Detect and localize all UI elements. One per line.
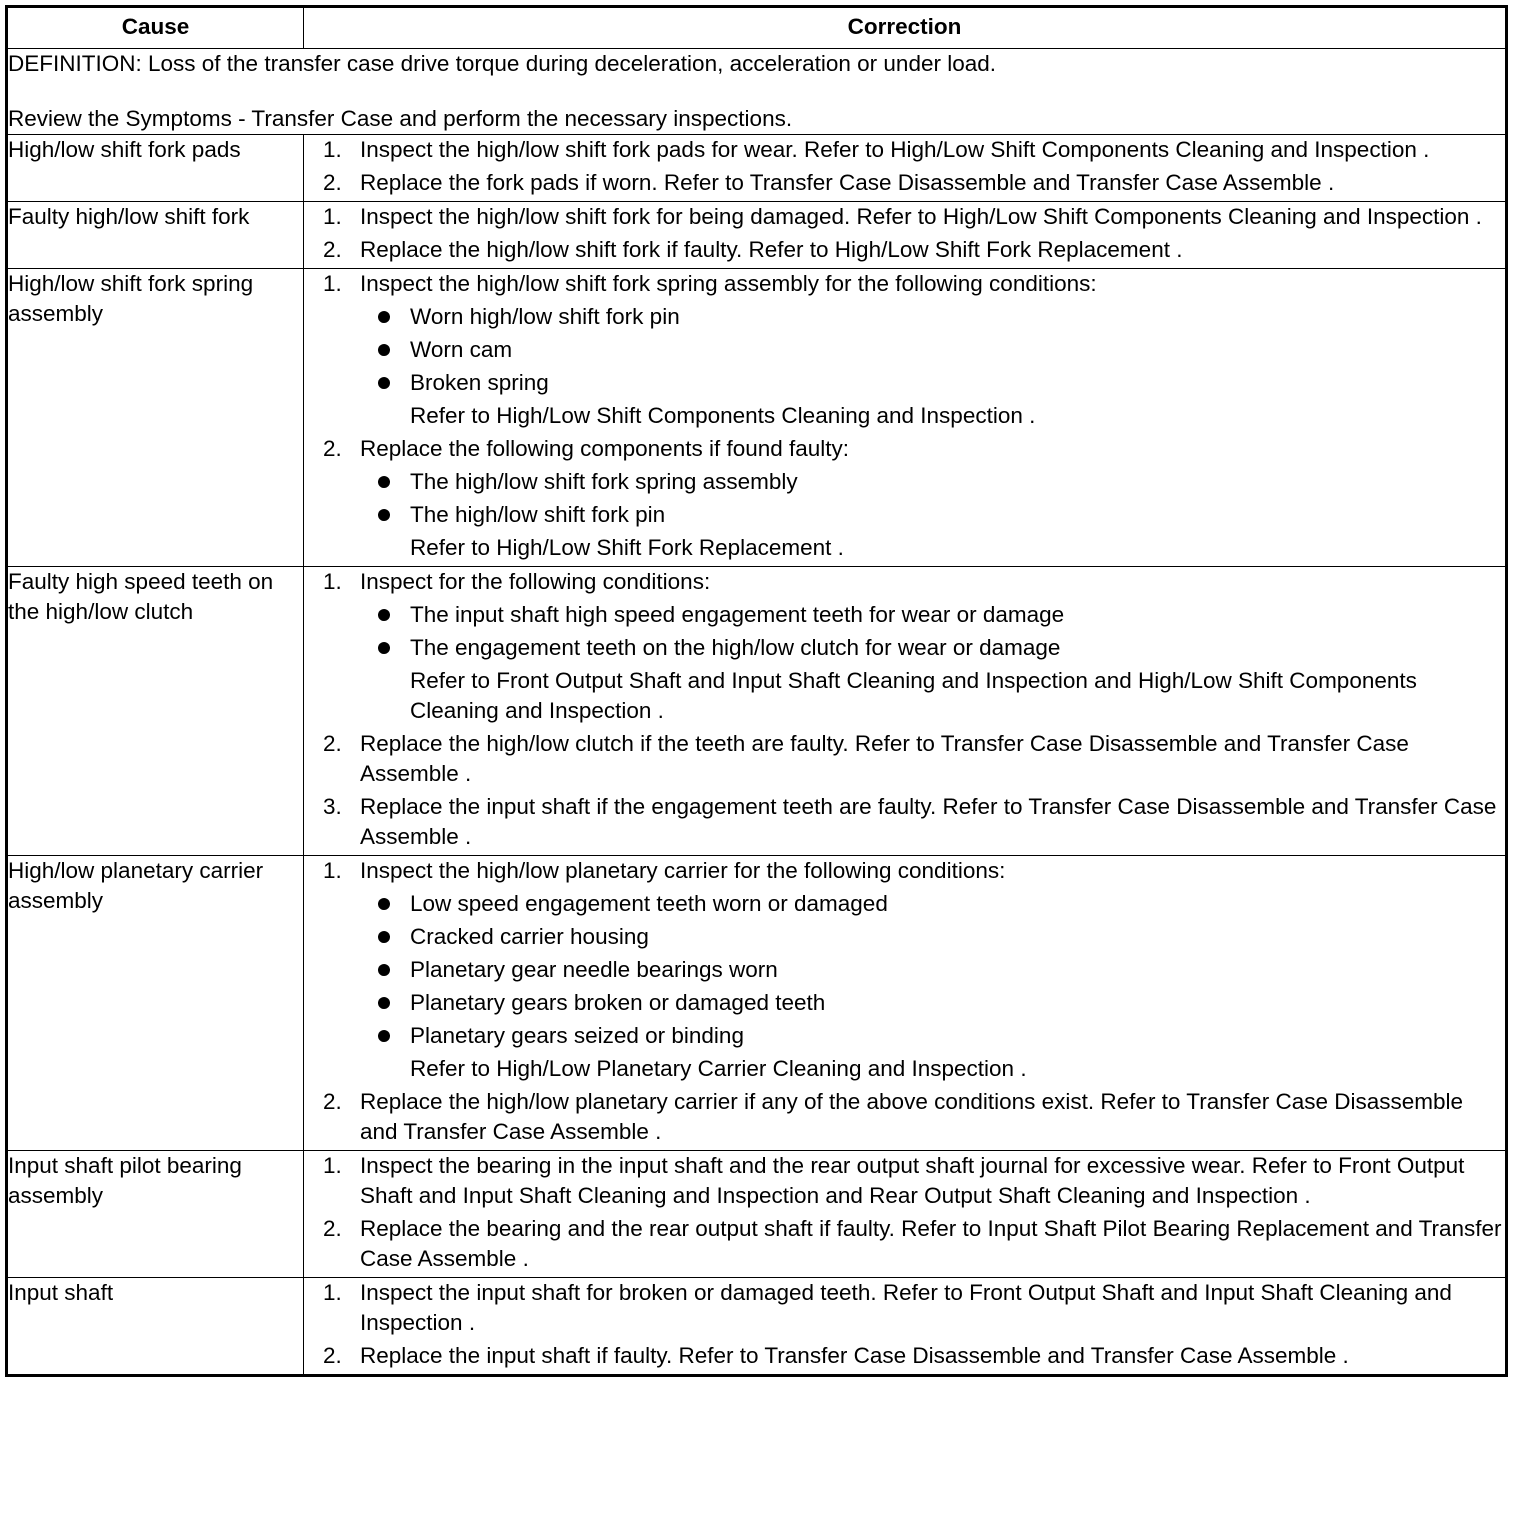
- correction-step: [360, 434, 1505, 563]
- review-symptoms-text: Review the Symptoms - Transfer Case and perform the necessary inspections.: [8, 106, 793, 131]
- step-text: Inspect for the following conditions:: [360, 569, 711, 594]
- correction-steps: [304, 202, 1505, 265]
- table-row: [7, 269, 1507, 567]
- step-text: Replace the input shaft if faulty. Refer to Transfer Case Disassemble and Transfer Case Assemble .: [360, 1343, 1349, 1368]
- step-text: Replace the high/low shift fork if faulty. Refer to High/Low Shift Fork Replacement .: [360, 237, 1183, 262]
- correction-cell: [304, 269, 1507, 567]
- table-row: [7, 567, 1507, 856]
- condition-item: Low speed engagement teeth worn or damaged: [410, 889, 1505, 919]
- reference-text: Refer to High/Low Shift Components Cleaning and Inspection .: [410, 403, 1036, 428]
- definition-text: DEFINITION: Loss of the transfer case drive torque during deceleration, acceleration or under load.: [8, 51, 997, 76]
- condition-list: [360, 467, 1505, 530]
- correction-step: [360, 729, 1505, 789]
- correction-steps: [304, 856, 1505, 1147]
- correction-steps: [304, 269, 1505, 563]
- correction-step: [360, 792, 1505, 852]
- table-row: [7, 856, 1507, 1151]
- reference-text: Refer to High/Low Planetary Carrier Cleaning and Inspection .: [410, 1056, 1027, 1081]
- correction-step: [360, 235, 1505, 265]
- condition-item: The input shaft high speed engagement teeth for wear or damage: [410, 600, 1505, 630]
- cause-header: Cause: [7, 7, 304, 49]
- correction-step: [360, 1151, 1505, 1211]
- cause-cell: High/low shift fork spring assembly: [7, 269, 304, 567]
- table-row: [7, 135, 1507, 202]
- cause-cell: Faulty high speed teeth on the high/low clutch: [7, 567, 304, 856]
- condition-item: The high/low shift fork pin: [410, 500, 1505, 530]
- diagnostic-table: [5, 5, 1508, 1377]
- correction-step: [360, 202, 1505, 232]
- step-text: Inspect the input shaft for broken or damaged teeth. Refer to Front Output Shaft and Input Shaft Cleaning and Inspection .: [360, 1280, 1452, 1335]
- correction-step: [360, 1341, 1505, 1371]
- step-text: Inspect the bearing in the input shaft and the rear output shaft journal for excessive wear. Refer to Front Output Shaft and Input Shaft Cleaning and Inspection and Rear Output Shaft Cleaning and Inspection .: [360, 1153, 1465, 1208]
- step-text: Replace the bearing and the rear output shaft if faulty. Refer to Input Shaft Pilot Bearing Replacement and Transfer Case Assemble .: [360, 1216, 1502, 1271]
- definition-cell: [7, 49, 1507, 135]
- condition-item: Planetary gear needle bearings worn: [410, 955, 1505, 985]
- table-row: [7, 202, 1507, 269]
- step-text: Replace the high/low planetary carrier if any of the above conditions exist. Refer to Transfer Case Disassemble and Transfer Case Assemble .: [360, 1089, 1464, 1144]
- correction-cell: [304, 856, 1507, 1151]
- cause-cell: Input shaft: [7, 1278, 304, 1376]
- table-row: [7, 1278, 1507, 1376]
- correction-steps: [304, 135, 1505, 198]
- reference-text: Refer to High/Low Shift Fork Replacement .: [410, 535, 844, 560]
- correction-cell: [304, 1278, 1507, 1376]
- definition-row: [7, 49, 1507, 135]
- header-row: [7, 7, 1507, 49]
- correction-step: [360, 168, 1505, 198]
- condition-list: [360, 600, 1505, 663]
- correction-step: [360, 856, 1505, 1084]
- condition-item: Cracked carrier housing: [410, 922, 1505, 952]
- correction-step: [360, 1087, 1505, 1147]
- correction-step: [360, 269, 1505, 431]
- condition-item: The high/low shift fork spring assembly: [410, 467, 1505, 497]
- cause-cell: High/low planetary carrier assembly: [7, 856, 304, 1151]
- correction-step: [360, 567, 1505, 726]
- condition-item: Worn cam: [410, 335, 1505, 365]
- step-text: Inspect the high/low planetary carrier for the following conditions:: [360, 858, 1006, 883]
- condition-item: Planetary gears seized or binding: [410, 1021, 1505, 1051]
- cause-cell: Input shaft pilot bearing assembly: [7, 1151, 304, 1278]
- correction-steps: [304, 567, 1505, 852]
- correction-step: [360, 1278, 1505, 1338]
- correction-header: Correction: [304, 7, 1507, 49]
- cause-cell: Faulty high/low shift fork: [7, 202, 304, 269]
- step-text: Replace the high/low clutch if the teeth are faulty. Refer to Transfer Case Disassemble and Transfer Case Assemble .: [360, 731, 1409, 786]
- condition-list: [360, 889, 1505, 1051]
- correction-step: [360, 1214, 1505, 1274]
- reference-text: Refer to Front Output Shaft and Input Shaft Cleaning and Inspection and High/Low Shift Components Cleaning and Inspection .: [410, 668, 1417, 723]
- correction-steps: [304, 1151, 1505, 1274]
- cause-cell: High/low shift fork pads: [7, 135, 304, 202]
- correction-step: [360, 135, 1505, 165]
- condition-item: Broken spring: [410, 368, 1505, 398]
- step-text: Replace the fork pads if worn. Refer to Transfer Case Disassemble and Transfer Case Assemble .: [360, 170, 1335, 195]
- condition-list: [360, 302, 1505, 398]
- table-row: [7, 1151, 1507, 1278]
- correction-cell: [304, 1151, 1507, 1278]
- step-text: Inspect the high/low shift fork spring assembly for the following conditions:: [360, 271, 1097, 296]
- condition-item: Worn high/low shift fork pin: [410, 302, 1505, 332]
- step-text: Replace the input shaft if the engagement teeth are faulty. Refer to Transfer Case Disassemble and Transfer Case Assemble .: [360, 794, 1497, 849]
- correction-steps: [304, 1278, 1505, 1371]
- correction-cell: [304, 567, 1507, 856]
- step-text: Inspect the high/low shift fork pads for wear. Refer to High/Low Shift Components Cleaning and Inspection .: [360, 137, 1430, 162]
- correction-cell: [304, 202, 1507, 269]
- condition-item: The engagement teeth on the high/low clutch for wear or damage: [410, 633, 1505, 663]
- condition-item: Planetary gears broken or damaged teeth: [410, 988, 1505, 1018]
- step-text: Inspect the high/low shift fork for being damaged. Refer to High/Low Shift Components Cleaning and Inspection .: [360, 204, 1482, 229]
- step-text: Replace the following components if found faulty:: [360, 436, 850, 461]
- correction-cell: [304, 135, 1507, 202]
